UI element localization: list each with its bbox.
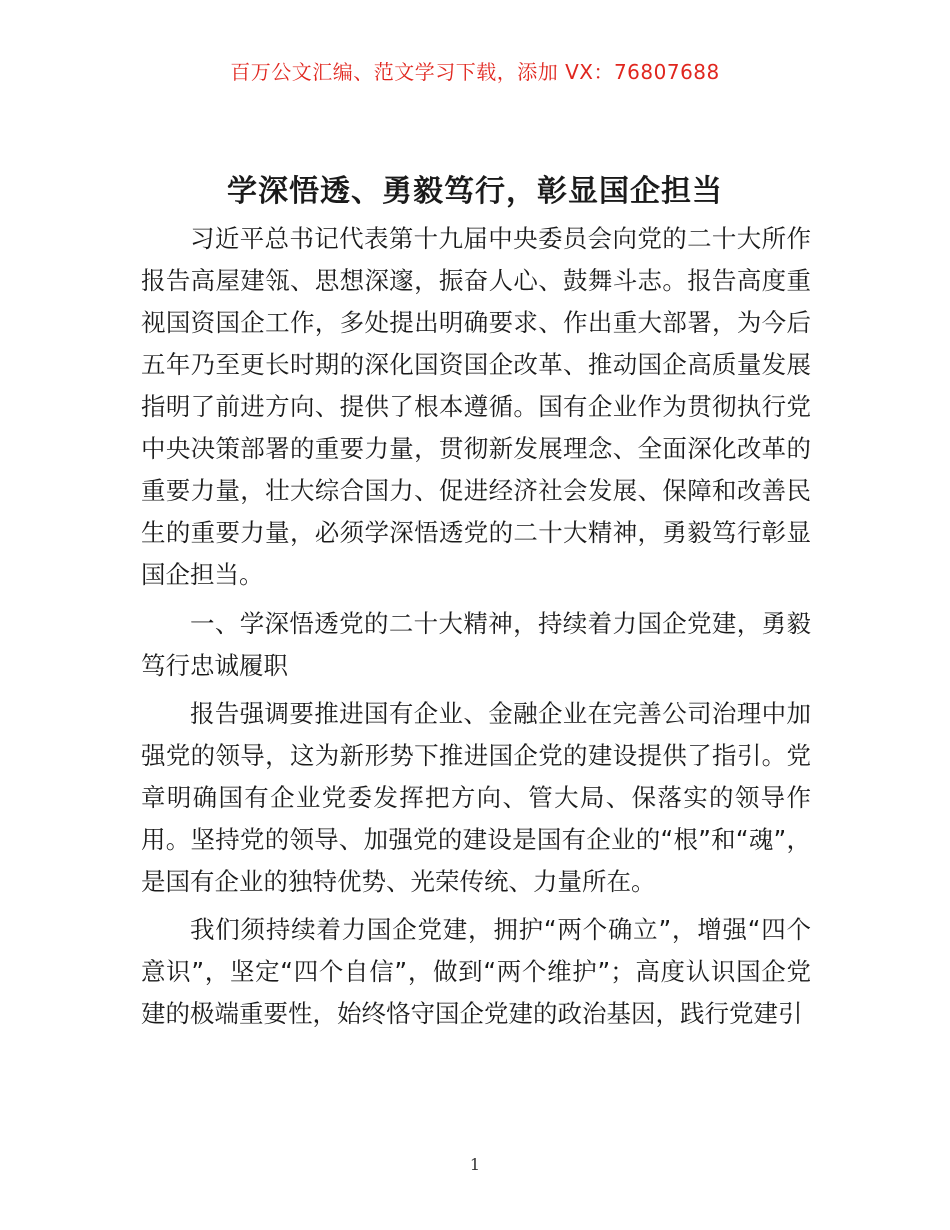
section-heading-1: 一、学深悟透党的二十大精神，持续着力国企党建，勇毅笃行忠诚履职 (141, 609, 811, 680)
paragraph-party-leadership: 报告强调要推进国有企业、金融企业在完善公司治理中加强党的领导，这为新形势下推进国企党的建设提供了指引。党章明确国有企业党委发挥把方向、管大局、保落实的领导作用。坚持党的领导、加强党的建设是国有企业的“根”和“魂”，是国有企业的独特优势、光荣传统、力量所在。 (141, 699, 811, 896)
page-number: 1 (469, 1155, 481, 1174)
header-promo-note: 百万公文汇编、范文学习下载，添加 VX：76807688 (230, 60, 720, 84)
paragraph-intro: 习近平总书记代表第十九届中央委员会向党的二十大所作报告高屋建瓴、思想深邃，振奋人心、鼓舞斗志。报告高度重视国资国企工作，多处提出明确要求、作出重大部署，为今后五年乃至更长时期的深化国资国企改革、推动国企高质量发展指明了前进方向、提供了根本遵循。国有企业作为贯彻执行党中央决策部署的重要力量，贯彻新发展理念、全面深化改革的重要力量，壮大综合国力、促进经济社会发展、保障和改善民生的重要力量，必须学深悟透党的二十大精神，勇毅笃行彰显国企担当。 (141, 224, 811, 589)
document-body (141, 218, 811, 1041)
paragraph-party-building: 我们须持续着力国企党建，拥护“两个确立”，增强“四个意识”，坚定“四个自信”，做到“两个维护”；高度认识国企党建的极端重要性，始终恪守国企党建的政治基因，践行党建引 (141, 915, 811, 1028)
document-title: 学深悟透、勇毅笃行，彰显国企担当 (227, 174, 723, 209)
